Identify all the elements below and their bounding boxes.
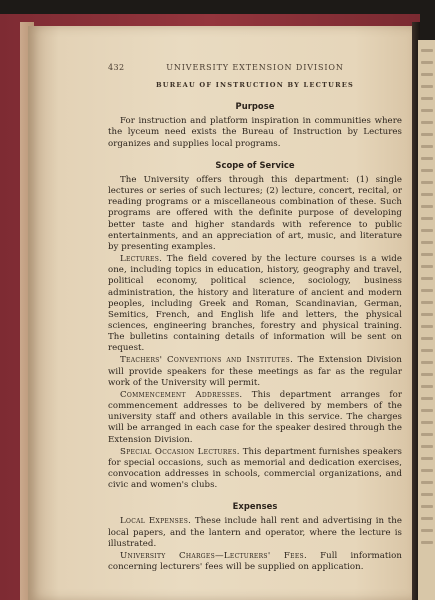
expenses-heading: Expenses [232,501,278,512]
section-heading: BUREAU OF INSTRUCTION BY LECTURES [156,81,354,89]
scope-item-label: Special Occasion Lectures. [120,446,240,457]
scope-item-label: Lectures. [120,254,163,265]
expense-item-fees [108,551,402,573]
scope-item-special-occasion [108,447,402,492]
page-number: 432 [108,63,125,72]
scope-item-text: This department furnishes speakers for special occasions, such as memorial and dedication exercises, convocation addresses in schools, commercial organizations, and civic and women's clubs. [108,446,402,491]
purpose-paragraph: For instruction and platform inspiration in communities where the lyceum need exists the Bureau of Instruction by Lectures organizes and supplies local programs. [108,116,402,149]
facing-page-edge [418,40,435,600]
scope-item-conventions [108,355,402,388]
expense-item-label: Local Expenses. [120,516,192,527]
page-content [108,62,402,574]
purpose-heading: Purpose [235,101,275,112]
scope-item-text: The field covered by the lecture courses is a wide one, including topics in education, history, geography and travel, political economy, political science, sociology, business administration, the history and literature of ancient and modern peoples, including Greek and Roman, Scandinavian, German, Semitics, French, and English life and letters, the physical sciences, engineering branches, forestry and physical training. The bulletins containing details of information will be sent on request. [108,254,402,354]
scope-item-text: The Extension Division will provide speakers for these meetings as far as the regular work of the University will permit. [108,355,402,388]
scope-intro-paragraph: The University offers through this department: (1) single lectures or series of such lectures; (2) lecture, concert, recital, or reading programs or a miscellaneous combination of these. Such programs are offered with the definite purpose of developing better taste and higher standards with reference to public entertainments, and an appreciation of art, music, and literature by presenting examples. [108,174,402,252]
scope-item-label: Commencement Addresses. [120,389,243,400]
scope-item-text: This department arranges for commencement addresses to be delivered by members of the university staff and others available in this service. The charges will be arranged in each case for the speaker desired through the Extension Division. [108,389,402,445]
scope-item-label: Teachers' Conventions and Institutes. [120,355,294,366]
running-head [108,62,402,74]
scope-heading: Scope of Service [215,159,295,170]
expense-item-label: University Charges—Lecturers' Fees. [120,550,307,561]
running-head-title: UNIVERSITY EXTENSION DIVISION [166,63,344,72]
expense-item-local [108,516,402,549]
scope-item-commencement [108,390,402,446]
scope-item-lectures [108,254,402,354]
expense-item-text: Full information concerning lecturers' fees will be supplied on application. [108,550,402,573]
expense-item-text: These include hall rent and advertising in the local papers, and the lantern and operator, where the lecture is illustrated. [108,516,402,549]
